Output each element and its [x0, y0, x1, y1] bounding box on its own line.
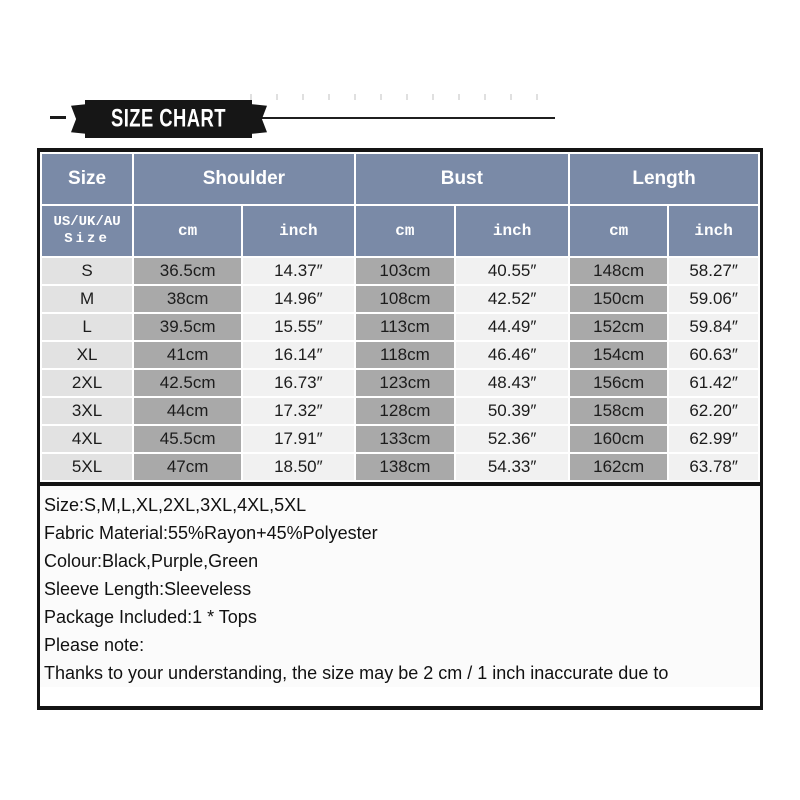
- cell-bust-cm: 103cm: [356, 258, 455, 284]
- cell-size: XL: [42, 342, 132, 368]
- table-row: [42, 342, 758, 368]
- header-length: Length: [570, 154, 758, 204]
- cell-length-inch: 59.06″: [669, 286, 758, 312]
- table-row: [42, 258, 758, 284]
- cell-bust-cm: 123cm: [356, 370, 455, 396]
- banner-title: SIZE CHART: [111, 104, 226, 133]
- header-shoulder: Shoulder: [134, 154, 354, 204]
- header-shoulder-cm: cm: [134, 206, 241, 256]
- cell-length-inch: 61.42″: [669, 370, 758, 396]
- cell-shoulder-inch: 15.55″: [243, 314, 354, 340]
- cell-shoulder-cm: 45.5cm: [134, 426, 241, 452]
- note-sleeve-length: Sleeve Length:Sleeveless: [44, 579, 252, 599]
- note-sizes: Size:S,M,L,XL,2XL,3XL,4XL,5XL: [44, 495, 307, 515]
- cell-bust-cm: 118cm: [356, 342, 455, 368]
- cell-bust-inch: 52.36″: [456, 426, 568, 452]
- cell-shoulder-inch: 18.50″: [243, 454, 354, 480]
- cell-length-cm: 160cm: [570, 426, 667, 452]
- cell-shoulder-cm: 42.5cm: [134, 370, 241, 396]
- cell-bust-cm: 138cm: [356, 454, 455, 480]
- cell-length-inch: 63.78″: [669, 454, 758, 480]
- cell-length-inch: 62.99″: [669, 426, 758, 452]
- size-chart-box: [37, 148, 763, 710]
- cell-length-inch: 59.84″: [669, 314, 758, 340]
- table-header-groups: [42, 154, 758, 204]
- cell-length-inch: 62.20″: [669, 398, 758, 424]
- cell-shoulder-inch: 17.91″: [243, 426, 354, 452]
- cell-length-cm: 158cm: [570, 398, 667, 424]
- cell-size: 2XL: [42, 370, 132, 396]
- table-row: [42, 454, 758, 480]
- cell-bust-inch: 46.46″: [456, 342, 568, 368]
- cell-shoulder-inch: 17.32″: [243, 398, 354, 424]
- cell-bust-cm: 128cm: [356, 398, 455, 424]
- cell-bust-inch: 54.33″: [456, 454, 568, 480]
- cell-bust-cm: 113cm: [356, 314, 455, 340]
- cell-length-cm: 150cm: [570, 286, 667, 312]
- cell-bust-inch: 48.43″: [456, 370, 568, 396]
- banner-rule-line: [257, 117, 555, 119]
- cell-length-cm: 154cm: [570, 342, 667, 368]
- header-bust: Bust: [356, 154, 568, 204]
- cell-bust-inch: 44.49″: [456, 314, 568, 340]
- ribbon-right-fold-icon: [250, 104, 267, 134]
- header-bust-cm: cm: [356, 206, 455, 256]
- note-colour: Colour:Black,Purple,Green: [44, 551, 259, 571]
- cell-size: M: [42, 286, 132, 312]
- table-row: [42, 426, 758, 452]
- header-size-sub: Size: [64, 231, 110, 247]
- cell-length-cm: 148cm: [570, 258, 667, 284]
- cell-shoulder-cm: 36.5cm: [134, 258, 241, 284]
- table-row: [42, 286, 758, 312]
- table-row: [42, 398, 758, 424]
- cell-bust-inch: 40.55″: [456, 258, 568, 284]
- header-bust-inch: inch: [456, 206, 568, 256]
- banner-left-dash: [50, 116, 66, 119]
- size-table: [40, 152, 760, 482]
- note-please-note: Please note:: [44, 635, 145, 655]
- cell-length-cm: 152cm: [570, 314, 667, 340]
- header-shoulder-inch: inch: [243, 206, 354, 256]
- cell-shoulder-cm: 41cm: [134, 342, 241, 368]
- header-length-cm: cm: [570, 206, 667, 256]
- cell-shoulder-inch: 16.14″: [243, 342, 354, 368]
- cell-shoulder-cm: 44cm: [134, 398, 241, 424]
- cell-shoulder-cm: 39.5cm: [134, 314, 241, 340]
- cell-size: 3XL: [42, 398, 132, 424]
- cell-size: 5XL: [42, 454, 132, 480]
- cell-bust-inch: 50.39″: [456, 398, 568, 424]
- product-notes: [40, 486, 760, 687]
- banner-decor-ticks: [250, 94, 538, 100]
- cell-shoulder-inch: 16.73″: [243, 370, 354, 396]
- cell-shoulder-inch: 14.37″: [243, 258, 354, 284]
- cell-length-inch: 60.63″: [669, 342, 758, 368]
- cell-size: S: [42, 258, 132, 284]
- cell-shoulder-cm: 38cm: [134, 286, 241, 312]
- table-header-units: [42, 206, 758, 256]
- note-fabric-material: Fabric Material:55%Rayon+45%Polyester: [44, 523, 378, 543]
- header-length-inch: inch: [669, 206, 758, 256]
- header-us-uk-au-size: [42, 206, 132, 256]
- table-row: [42, 314, 758, 340]
- cell-size: L: [42, 314, 132, 340]
- note-disclaimer: Thanks to your understanding, the size may be 2 cm / 1 inch inaccurate due to: [44, 663, 669, 683]
- cell-length-cm: 162cm: [570, 454, 667, 480]
- header-size: Size: [42, 154, 132, 204]
- cell-shoulder-cm: 47cm: [134, 454, 241, 480]
- cell-length-inch: 58.27″: [669, 258, 758, 284]
- cell-shoulder-inch: 14.96″: [243, 286, 354, 312]
- cell-size: 4XL: [42, 426, 132, 452]
- table-row: [42, 370, 758, 396]
- cell-bust-cm: 133cm: [356, 426, 455, 452]
- cell-length-cm: 156cm: [570, 370, 667, 396]
- size-chart-banner: [85, 100, 252, 138]
- cell-bust-cm: 108cm: [356, 286, 455, 312]
- note-package-included: Package Included:1 * Tops: [44, 607, 257, 627]
- header-us-uk-au: US/UK/AU: [53, 214, 121, 230]
- cell-bust-inch: 42.52″: [456, 286, 568, 312]
